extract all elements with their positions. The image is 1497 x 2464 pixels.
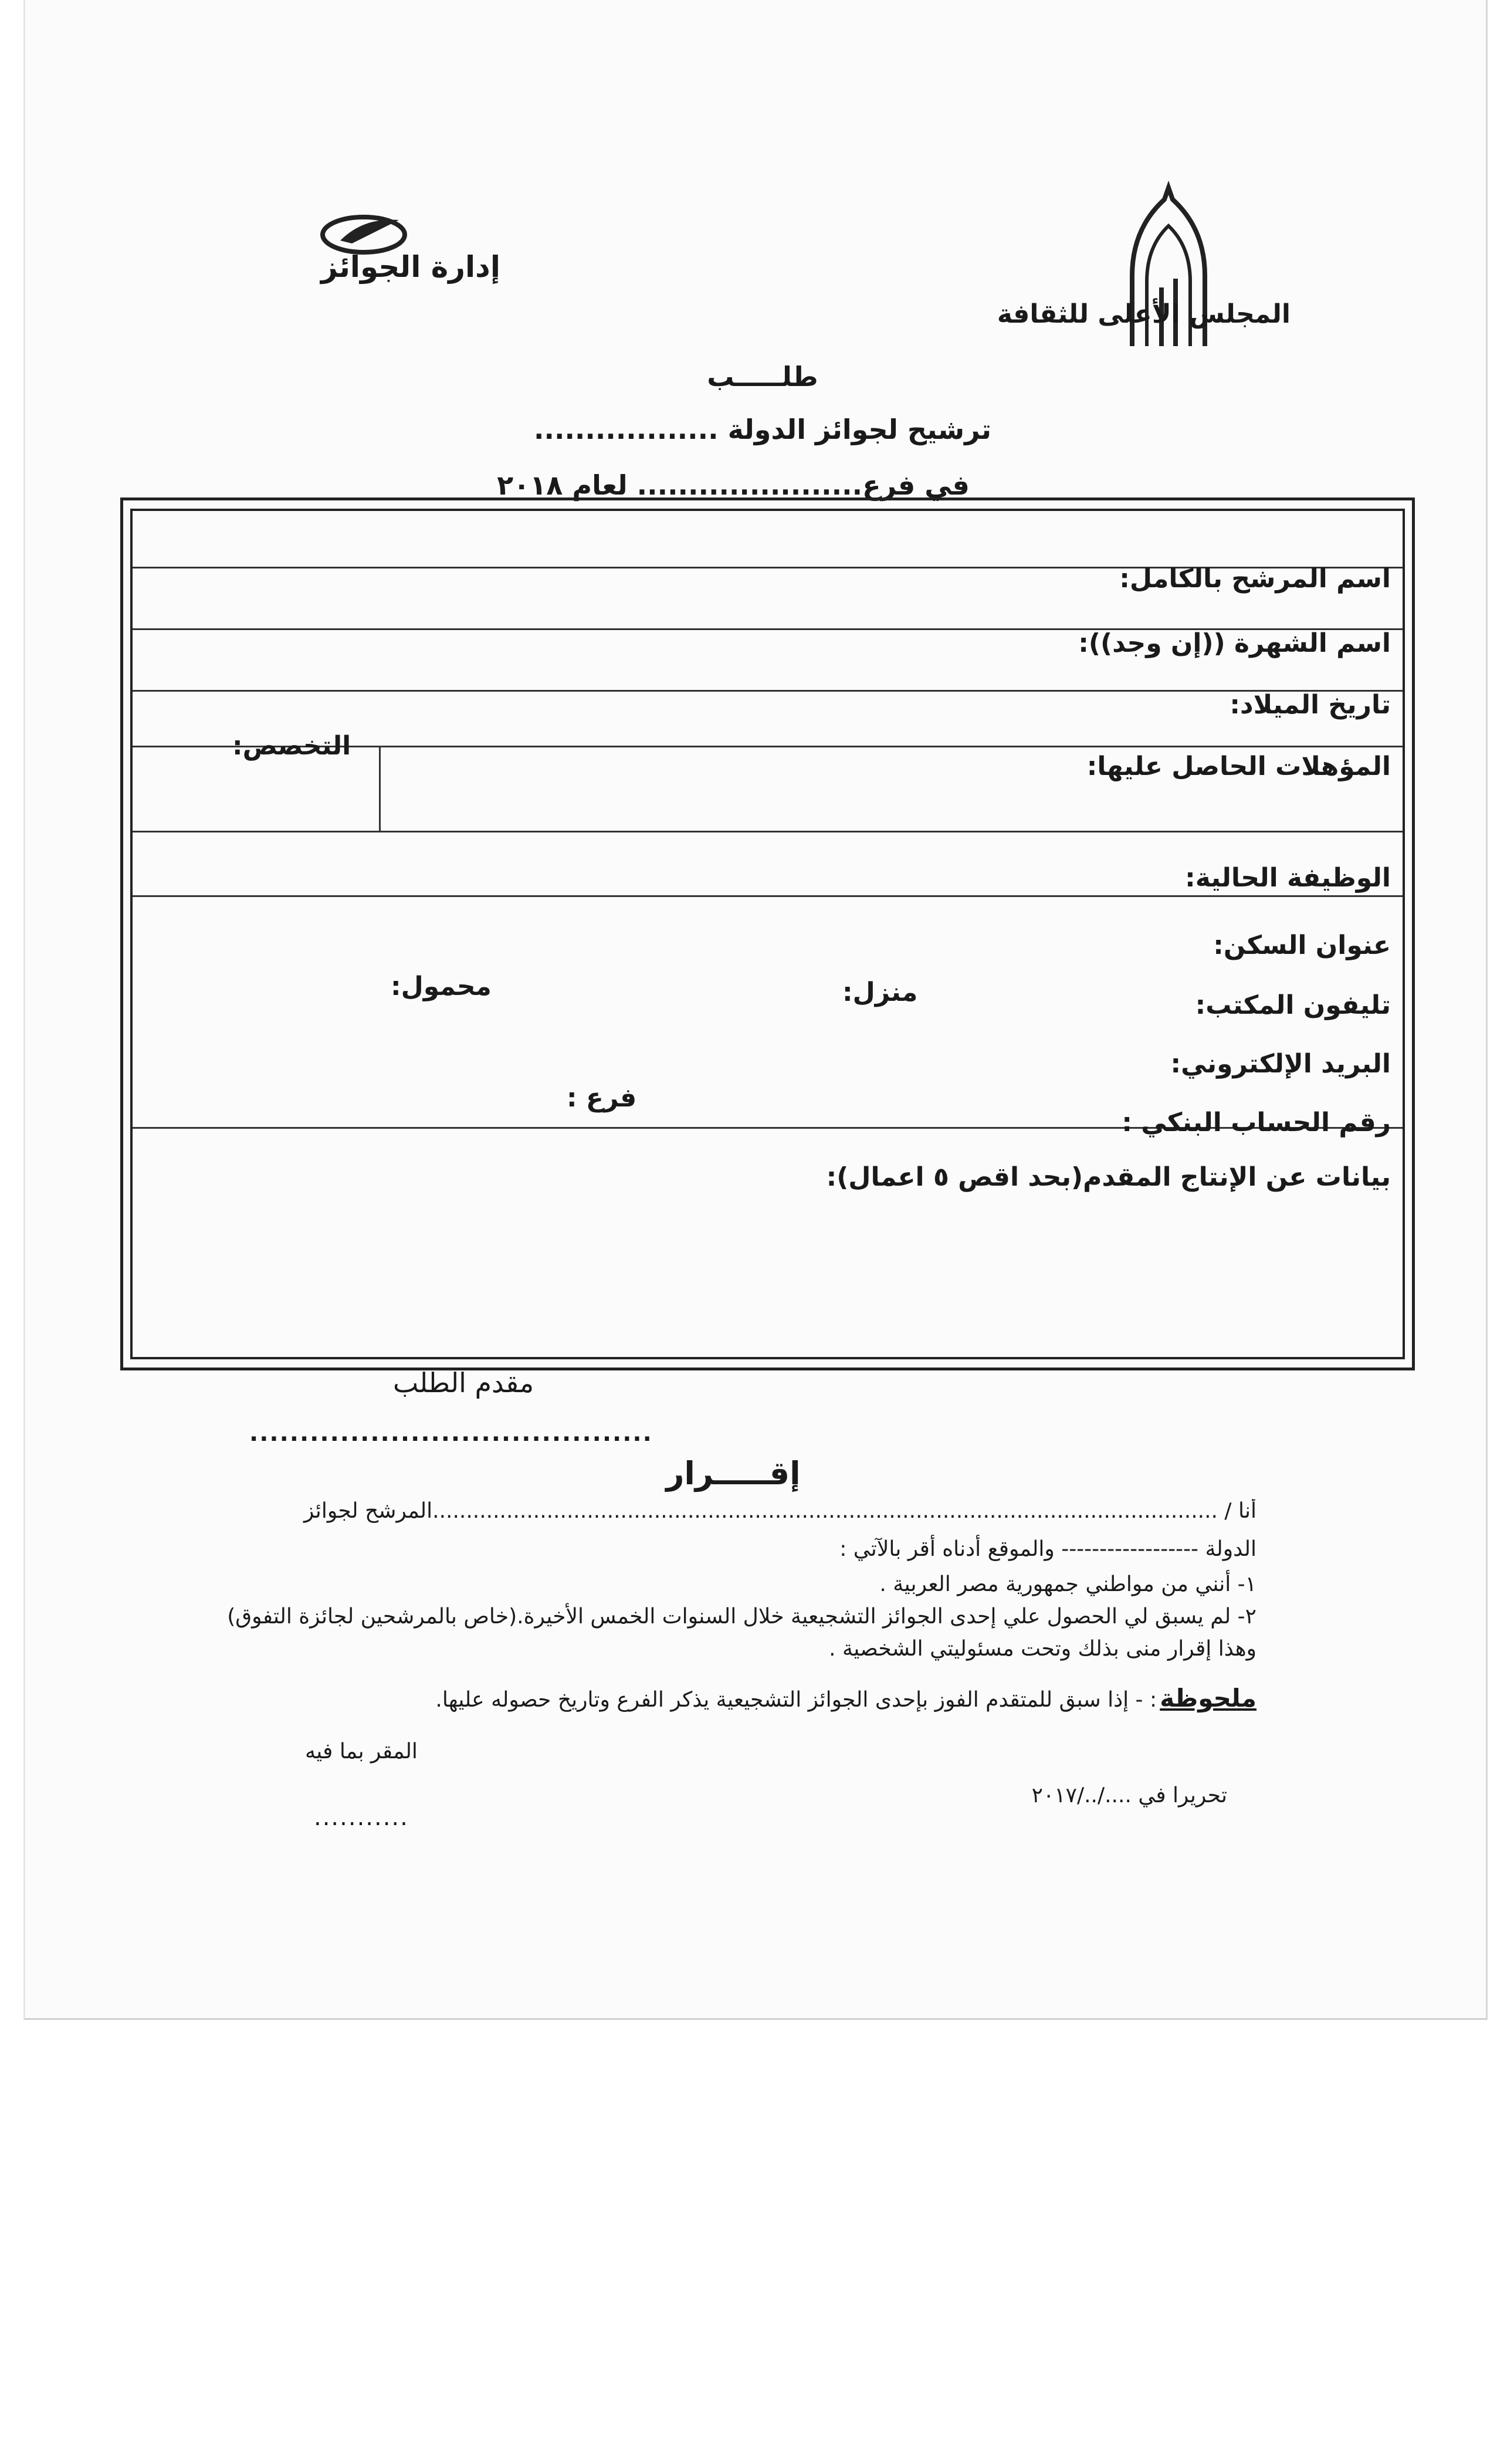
note-text: : - إذا سبق للمتقدم الفوز بإحدى الجوائز التشجيعية يذكر الفرع وتاريخ حصوله عليها.	[435, 1688, 1157, 1712]
declaration-line1: أنا / .....................................................................................................................المرشح لجوائز	[303, 1499, 1256, 1523]
declarant-label: المقر بما فيه	[305, 1739, 418, 1764]
nomination-title: ترشيح لجوائز الدولة ..................	[534, 414, 991, 445]
email-label: البريد الإلكتروني:	[1170, 1049, 1391, 1079]
current-job-label: الوظيفة الحالية:	[1185, 863, 1391, 893]
full-name-label: اسم المرشح بالكامل:	[1119, 564, 1391, 594]
specialization-label: التخصص:	[232, 731, 351, 761]
date-line: تحريرا في ..../../٢٠١٧	[1031, 1783, 1227, 1808]
prizes-logo	[305, 211, 528, 293]
candidate-form-inner	[130, 509, 1405, 1359]
known-name-label: اسم الشهرة ((إن وجد)):	[1078, 628, 1391, 658]
address-label: عنوان السكن:	[1213, 930, 1391, 960]
declaration-item2: ٢- لم يسبق لي الحصول علي إحدى الجوائز التشجيعية خلال السنوات الخمس الأخيرة.(خاص بالمرشحين لجائزة التفوق)	[227, 1605, 1256, 1629]
declaration-title: إقـــــرار	[666, 1455, 801, 1492]
bank-account-label: رقم الحساب البنكي :	[1122, 1108, 1391, 1138]
works-label: بيانات عن الإنتاج المقدم(بحد اقص ٥ اعمال):	[826, 1162, 1391, 1192]
candidate-form	[120, 497, 1415, 1370]
declaration-note	[435, 1684, 1256, 1712]
declarant-signature-dots: ...........	[314, 1804, 409, 1831]
applicant-label: مقدم الطلب	[393, 1367, 534, 1399]
declaration-item1: ١- أنني من مواطني جمهورية مصر العربية .	[879, 1572, 1256, 1596]
mobile-phone-label: محمول:	[391, 972, 492, 1001]
home-phone-label: منزل:	[842, 977, 918, 1007]
note-label: ملحوظة	[1160, 1684, 1256, 1712]
applicant-signature-dots: ........................................	[249, 1420, 653, 1447]
qualifications-label: المؤهلات الحاصل عليها:	[1086, 752, 1391, 781]
request-title: طلـــــب	[707, 361, 818, 392]
office-phone-label: تليفون المكتب:	[1195, 990, 1391, 1020]
prizes-logo-text: إدارة الجوائز	[321, 250, 500, 284]
declaration-line2: الدولة ------------------ والموقع أدناه أقر بالآتي :	[839, 1537, 1256, 1561]
council-logo	[997, 176, 1291, 352]
branch-year-title: في فرع...................... لعام ٢٠١٨	[497, 469, 970, 501]
council-logo-text: المجلس الأعلى للثقافة	[997, 299, 1291, 329]
declaration-item3: وهذا إقرار منى بذلك وتحت مسئوليتي الشخصية .	[829, 1637, 1256, 1661]
bank-branch-label: فرع :	[567, 1083, 637, 1113]
birth-date-label: تاريخ الميلاد:	[1230, 690, 1391, 720]
